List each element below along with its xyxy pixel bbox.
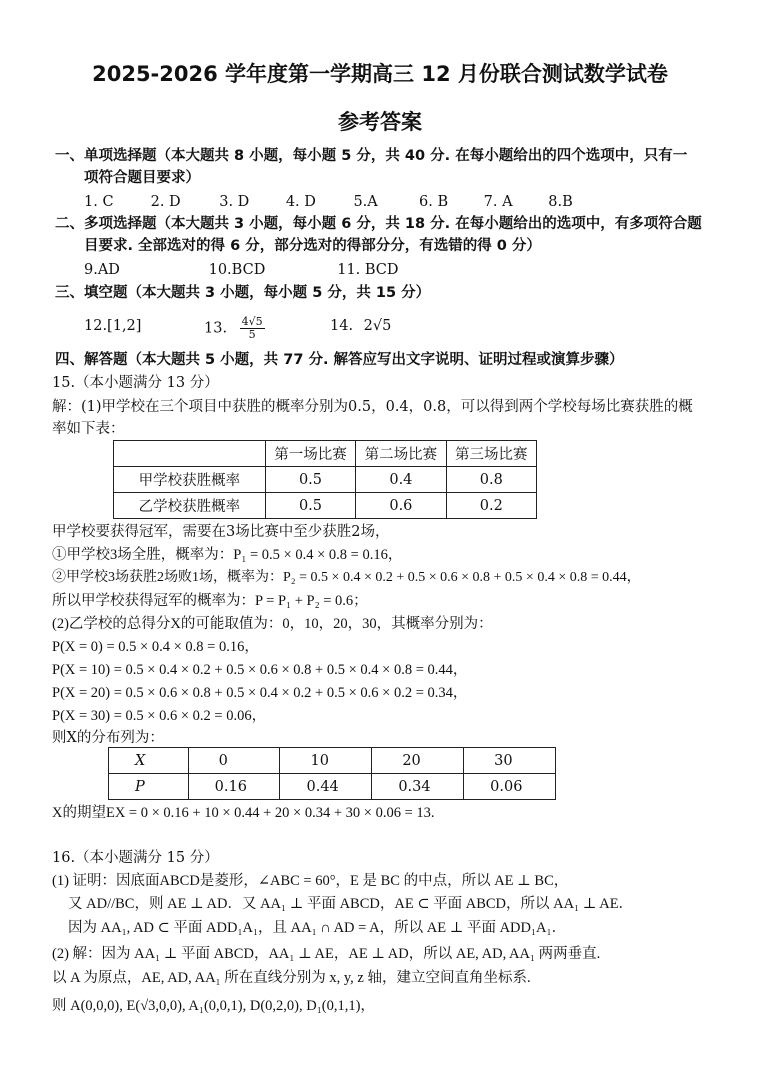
q16-line3: 因为 AA₁, AD ⊂ 平面 ADD₁A₁，且 AA₁ ∩ AD = A，所以 AE ⊥ 平面 ADD₁A₁．	[68, 920, 567, 936]
table-header-cell: 第三场比赛	[446, 441, 536, 467]
table-row	[109, 748, 556, 774]
q16-line2: 又 AD//BC，则 AE ⊥ AD．又 AA₁ ⊥ 平面 ABCD，AE ⊂ 平面 ABCD，所以 AA₁ ⊥ AE．	[68, 896, 634, 912]
q15-line5: ②甲学校3场获胜2场败1场，概率为：P₂ = 0.5 × 0.4 × 0.2 + 0.5 × 0.6 × 0.8 + 0.5 × 0.4 × 0.8 = 0.44，	[52, 570, 641, 585]
q15-line4: ①甲学校3场全胜，概率为：P₁ = 0.5 × 0.4 × 0.8 = 0.16，	[52, 547, 403, 563]
sec1-answers	[84, 192, 573, 212]
q15-line8: P(X = 0) = 0.5 × 0.4 × 0.8 = 0.16，	[52, 639, 259, 655]
table-row	[114, 493, 537, 519]
answer-2: 2. D	[150, 194, 181, 210]
answer-1: 1. C	[84, 194, 114, 210]
sec3-heading: 三、填空题（本大题共 3 小题，每小题 5 分，共 15 分）	[55, 285, 431, 301]
distribution-table	[108, 747, 556, 800]
q16-line1: (1) 证明：因底面ABCD是菱形，∠ABC = 60°，E 是 BC 的中点，所以 AE ⊥ BC，	[52, 873, 569, 889]
table-cell: 10	[280, 748, 372, 774]
table-cell: 0.2	[446, 493, 536, 519]
sec2-answers	[84, 260, 399, 280]
table-cell: 0	[188, 748, 280, 774]
table-row	[109, 774, 556, 800]
q15-line2: 率如下表：	[52, 421, 125, 437]
q15-title: 15.（本小题满分 13 分）	[52, 375, 219, 391]
q15-line7: (2)乙学校的总得分X的可能取值为：0，10，20，30，其概率分别为：	[52, 616, 493, 632]
answer-14-label: 14.	[330, 318, 354, 334]
answer-13-fraction	[240, 316, 265, 341]
q16-line4: (2) 解：因为 AA₁ ⊥ 平面 ABCD，AA₁ ⊥ AE，AE ⊥ AD，所以 AE, AD, AA₁ 两两垂直.	[52, 946, 601, 962]
answer-3: 3. D	[219, 194, 250, 210]
answer-14	[330, 316, 391, 336]
table-cell: 30	[464, 748, 556, 774]
answer-7: 7. A	[483, 194, 513, 210]
q15-line6: 所以甲学校获得冠军的概率为：P = P₁ + P₂ = 0.6；	[52, 593, 368, 609]
answer-13-label: 13.	[204, 320, 228, 337]
page-title: 2025-2026 学年度第一学期高三 12 月份联合测试数学试卷	[92, 62, 668, 86]
answer-9: 9.AD	[84, 262, 120, 278]
sec1-heading-line1: 一、单项选择题（本大题共 8 小题，每小题 5 分，共 40 分. 在每小题给出的四个选项中，只有一	[55, 148, 688, 164]
table-header-cell: 第二场比赛	[356, 441, 446, 467]
answer-6: 6. B	[419, 194, 449, 210]
table-cell: 0.8	[446, 467, 536, 493]
answer-8: 8.B	[548, 194, 573, 210]
sec2-heading-line1: 二、多项选择题（本大题共 3 小题，每小题 6 分，共 18 分. 在每小题给出的选项中，有多项符合题	[55, 216, 702, 232]
table-cell: 甲学校获胜概率	[114, 467, 266, 493]
q15-line12: 则X的分布列为：	[52, 730, 164, 746]
table-cell: 0.6	[356, 493, 446, 519]
q15-line11: P(X = 30) = 0.5 × 0.6 × 0.2 = 0.06，	[52, 708, 267, 724]
table-cell: 0.16	[188, 774, 280, 800]
table-cell: 乙学校获胜概率	[114, 493, 266, 519]
table-cell: P	[109, 774, 189, 800]
answer-13	[204, 316, 265, 341]
table-cell: 0.5	[265, 493, 355, 519]
answer-10: 10.BCD	[208, 262, 266, 278]
q15-line10: P(X = 20) = 0.5 × 0.6 × 0.8 + 0.5 × 0.4 × 0.2 + 0.5 × 0.6 × 0.2 = 0.34，	[52, 685, 468, 701]
table-cell: 0.34	[372, 774, 464, 800]
table-cell: 0.4	[356, 467, 446, 493]
sec1-heading-line2: 项符合题目要求）	[84, 170, 200, 186]
q15-line9: P(X = 10) = 0.5 × 0.4 × 0.2 + 0.5 × 0.6 × 0.8 + 0.5 × 0.4 × 0.8 = 0.44，	[52, 662, 468, 678]
q16-line5: 以 A 为原点，AE, AD, AA₁ 所在直线分别为 x, y, z 轴，建立空间直角坐标系.	[52, 970, 531, 986]
table-header-cell: 第一场比赛	[265, 441, 355, 467]
table-row	[114, 467, 537, 493]
table-cell: X	[109, 748, 189, 774]
fraction-numerator: 4√5	[241, 315, 263, 328]
table-header-cell	[114, 441, 266, 467]
table-header-row	[114, 441, 537, 467]
sec4-heading: 四、解答题（本大题共 5 小题，共 77 分. 解答应写出文字说明、证明过程或演算步骤）	[55, 352, 624, 368]
answer-5: 5.A	[353, 194, 378, 210]
answer-12: 12.[1,2]	[84, 318, 142, 334]
sec2-heading-line2: 目要求. 全部选对的得 6 分，部分选对的得部分分，有选错的得 0 分）	[84, 238, 541, 254]
answer-4: 4. D	[285, 194, 316, 210]
q16-title: 16.（本小题满分 15 分）	[52, 850, 219, 866]
q15-line3: 甲学校要获得冠军，需要在3场比赛中至少获胜2场，	[52, 524, 390, 540]
answer-11: 11. BCD	[337, 262, 399, 278]
q15-line1: 解：(1)甲学校在三个项目中获胜的概率分别为0.5，0.4，0.8，可以得到两个学校每场比赛获胜的概	[52, 399, 693, 415]
table-cell: 0.44	[280, 774, 372, 800]
table-cell: 0.06	[464, 774, 556, 800]
fraction-denominator: 5	[248, 328, 256, 341]
answer-14-value: 2√5	[363, 318, 392, 334]
page-subtitle: 参考答案	[338, 110, 422, 134]
table-cell: 0.5	[265, 467, 355, 493]
q15-line13: X的期望EX = 0 × 0.16 + 10 × 0.44 + 20 × 0.34 + 30 × 0.06 = 13.	[52, 805, 435, 821]
q16-line6: 则 A(0,0,0), E(√3,0,0), A₁(0,0,1), D(0,2,0), D₁(0,1,1)，	[52, 998, 375, 1014]
win-probability-table	[113, 440, 537, 519]
table-cell: 20	[372, 748, 464, 774]
